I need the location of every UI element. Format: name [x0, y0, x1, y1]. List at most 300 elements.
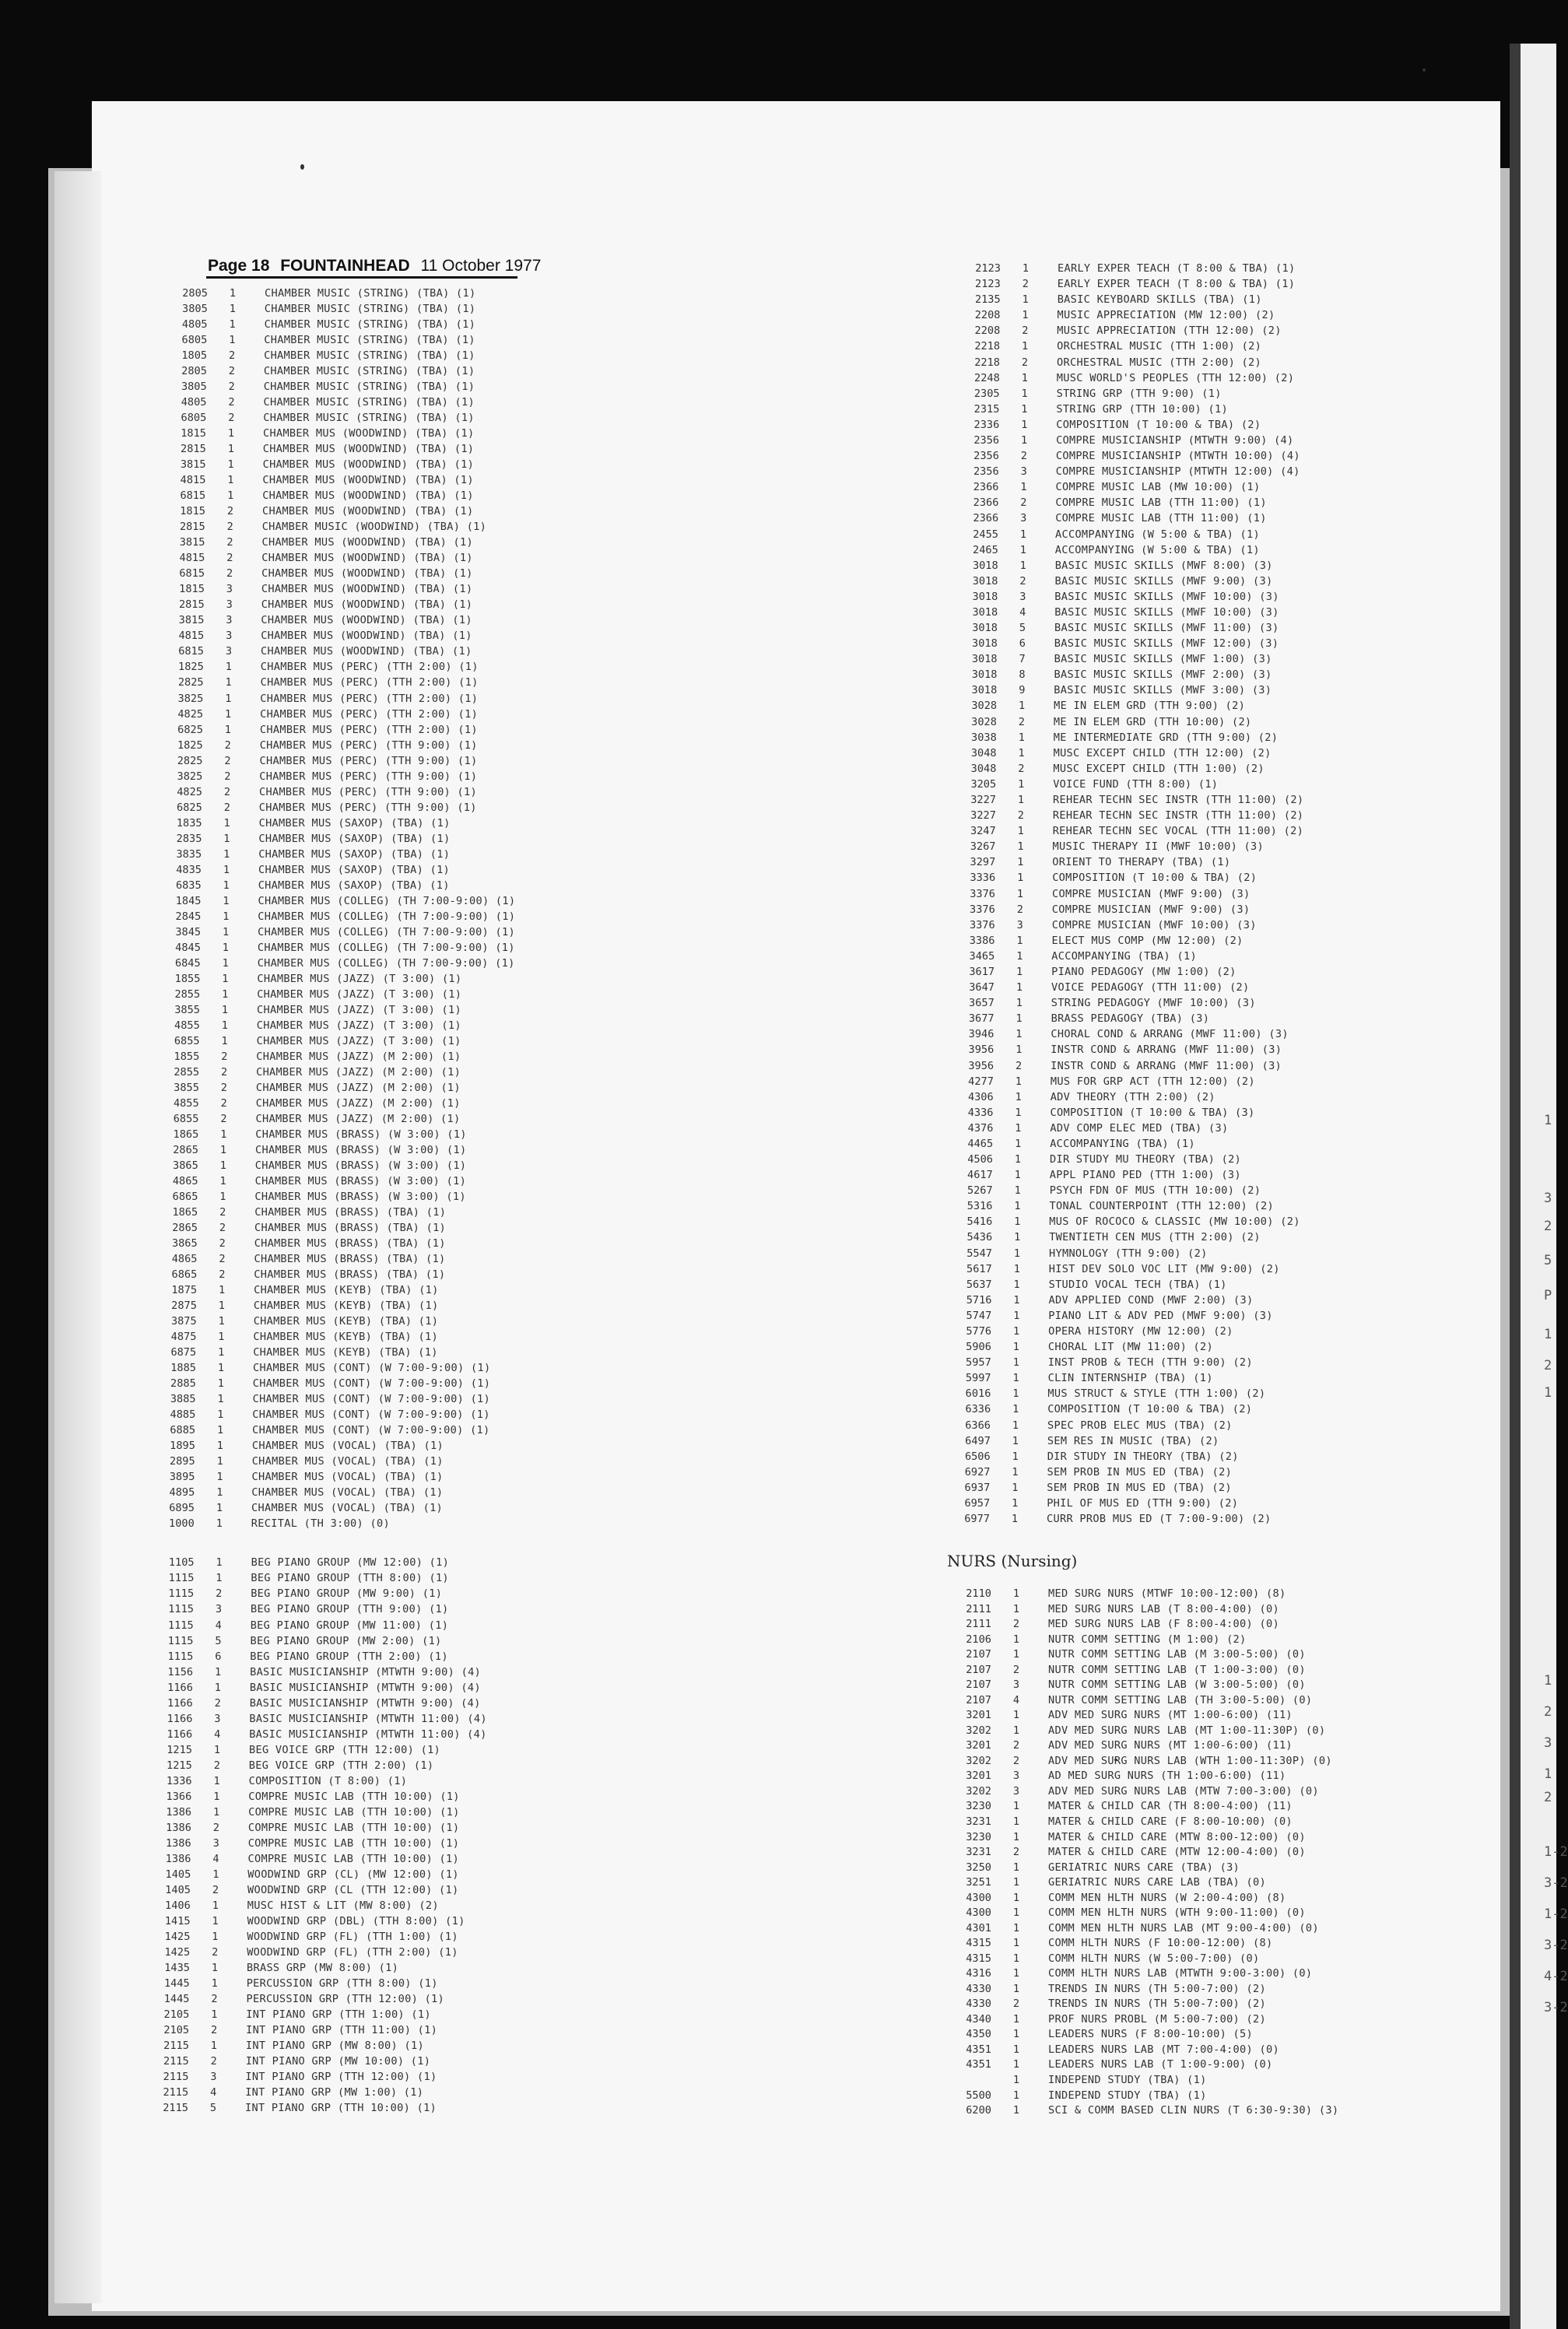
course-number: 3835 — [176, 847, 202, 861]
course-description: MUSC WORLD'S PEOPLES (TTH 12:00) (2) — [1056, 371, 1295, 384]
section-number: 1 — [1012, 1587, 1020, 1600]
course-number: 6845 — [174, 956, 201, 970]
course-description: REHEAR TECHN SEC VOCAL (TTH 11:00) (2) — [1052, 825, 1304, 838]
course-description: CHAMBER MUS (PERC) (TTH 2:00) (1) — [260, 692, 479, 705]
course-description: BEG PIANO GROUP (MW 2:00) (1) — [250, 1634, 442, 1647]
course-description: CHAMBER MUS (KEYB) (TBA) (1) — [254, 1284, 439, 1297]
course-description: CHAMBER MUS (CONT) (W 7:00-9:00) (1) — [252, 1408, 490, 1422]
course-description: CHAMBER MUSIC (STRING) (TBA) (1) — [263, 381, 475, 394]
course-number: 6825 — [177, 723, 203, 736]
course-description: MUSC EXCEPT CHILD (TTH 1:00) (2) — [1053, 762, 1265, 775]
course-number: 4340 — [966, 2012, 991, 2026]
section-number: 1 — [216, 1517, 223, 1531]
course-number: 3956 — [968, 1059, 994, 1072]
course-description: WOODWIND GRP (FL) (TTH 2:00) (1) — [247, 1945, 458, 1959]
section-number: 1 — [212, 1868, 219, 1881]
section-number: 1 — [216, 1572, 223, 1585]
adjacent-page-fragment: 3-2 — [1544, 1875, 1568, 1891]
section-number: 1 — [1017, 856, 1024, 869]
section-number: 2 — [228, 381, 235, 394]
course-number: 2115 — [163, 2102, 188, 2114]
course-description: CHAMBER MUS (WOODWIND) (TBA) (1) — [261, 536, 473, 549]
section-number: 1 — [1013, 1247, 1021, 1260]
section-number: 1 — [219, 1191, 226, 1203]
section-number: 1 — [1012, 1450, 1019, 1463]
course-description: APPL PIANO PED (TTH 1:00) (3) — [1049, 1169, 1241, 1182]
section-number: 1 — [223, 879, 230, 892]
course-number: 3805 — [181, 381, 207, 394]
section-number: 1 — [1012, 1372, 1019, 1385]
course-description: INT PIANO GRP (TTH 12:00) (1) — [245, 2071, 437, 2083]
course-number: 1425 — [164, 1945, 191, 1959]
course-number: 4316 — [966, 1967, 991, 1980]
section-number: 1 — [1012, 1481, 1019, 1494]
section-number: 2 — [228, 365, 235, 378]
course-description: MATER & CHILD CARE (MTW 8:00-12:00) (0) — [1048, 1830, 1306, 1843]
section-number: 3 — [210, 2071, 217, 2083]
course-number: 2366 — [973, 496, 999, 510]
section-number: 1 — [1012, 1800, 1020, 1813]
course-number: 3805 — [182, 303, 208, 315]
course-number: 1166 — [167, 1681, 193, 1694]
course-number: 6927 — [964, 1465, 991, 1478]
course-description: REHEAR TECHN SEC INSTR (TTH 11:00) (2) — [1052, 809, 1304, 823]
course-description: CHAMBER MUS (BRASS) (W 3:00) (1) — [254, 1159, 467, 1172]
section-number: 1 — [216, 1455, 223, 1468]
course-description: HIST DEV SOLO VOC LIT (MW 9:00) (2) — [1048, 1262, 1280, 1275]
section-number: 1 — [1022, 293, 1029, 307]
course-description: CHAMBER MUS (CONT) (W 7:00-9:00) (1) — [252, 1424, 490, 1437]
course-number: 3018 — [972, 622, 998, 634]
adjacent-page-fragment: 1 — [1544, 1673, 1552, 1689]
course-number: 1445 — [163, 1992, 190, 2005]
section-number: 3 — [1016, 918, 1023, 931]
section-number: 1 — [211, 1976, 218, 1990]
course-number: 6885 — [170, 1424, 196, 1437]
course-number: 2115 — [163, 2071, 189, 2083]
course-number: 3267 — [970, 840, 996, 854]
section-number: 1 — [223, 832, 230, 845]
course-description: COMPRE MUSICIANSHIP (MTWTH 12:00) (4) — [1055, 465, 1300, 479]
course-number: 4350 — [966, 2028, 991, 2041]
section-number: 1 — [223, 847, 230, 861]
course-description: ADV MED SURG NURS LAB (WTH 1:00-11:30P) (0) — [1048, 1754, 1332, 1767]
course-number: 1115 — [167, 1650, 194, 1663]
course-number: 1855 — [174, 972, 201, 985]
course-description: CHAMBER MUS (SAXOP) (TBA) (1) — [258, 863, 451, 876]
section-number: 1 — [1017, 825, 1024, 838]
section-number: 2 — [219, 1206, 226, 1219]
section-number: 1 — [1012, 2028, 1020, 2041]
section-number: 1 — [215, 1665, 222, 1678]
course-number: 4895 — [169, 1486, 195, 1499]
section-number: 2 — [221, 1065, 228, 1079]
section-number: 2 — [1012, 1739, 1020, 1752]
adjacent-page-fragment: 1 — [1544, 1327, 1552, 1342]
issue-date: 11 October 1977 — [420, 257, 542, 275]
course-description: ADV APPLIED COND (MWF 2:00) (3) — [1048, 1293, 1254, 1307]
course-description: SPEC PROB ELEC MUS (TBA) (2) — [1047, 1419, 1233, 1432]
course-description: CHAMBER MUS (BRASS) (TBA) (1) — [254, 1222, 447, 1234]
course-description: INT PIANO GRP (TTH 10:00) (1) — [245, 2102, 437, 2114]
course-number: 3048 — [970, 762, 997, 775]
course-number: 2107 — [966, 1693, 991, 1706]
course-number: 4617 — [967, 1169, 993, 1182]
adjacent-page-fragment: 2 — [1544, 1790, 1552, 1805]
page-edge — [54, 171, 101, 2303]
section-number: 1 — [1012, 1830, 1020, 1843]
section-number: 1 — [1014, 1215, 1021, 1229]
section-number: 4 — [1019, 605, 1026, 619]
section-number: 1 — [224, 723, 231, 736]
course-description: CHAMBER MUS (WOODWIND) (TBA) (1) — [261, 645, 472, 658]
section-number: 1 — [1012, 1648, 1020, 1661]
section-number: 3 — [1020, 465, 1027, 479]
section-number: 1 — [1012, 1709, 1020, 1722]
course-description: PERCUSSION GRP (TTH 8:00) (1) — [246, 1976, 438, 1990]
course-number: 3231 — [966, 1815, 991, 1828]
course-description: CHAMBER MUSIC (STRING) (TBA) (1) — [264, 349, 475, 363]
section-number: 2 — [1012, 1618, 1020, 1631]
course-number: 5316 — [966, 1200, 993, 1213]
course-number: 4815 — [179, 552, 205, 565]
course-description: CHAMBER MUS (BRASS) (W 3:00) (1) — [254, 1175, 467, 1187]
course-description: CHAMBER MUS (WOODWIND) (TBA) (1) — [261, 630, 472, 643]
course-number: 6825 — [177, 801, 202, 814]
course-description: BASIC MUSICIANSHIP (MTWTH 11:00) (4) — [249, 1727, 487, 1741]
section-number: 1 — [1012, 1861, 1020, 1874]
course-number: 1845 — [175, 894, 202, 907]
course-number: 5416 — [966, 1215, 993, 1229]
course-number: 2455 — [973, 528, 998, 541]
course-description: ACCOMPANYING (TBA) (1) — [1051, 949, 1197, 963]
course-number: 4315 — [966, 1937, 991, 1950]
course-number: 3048 — [970, 746, 997, 759]
course-description: PHIL OF MUS ED (TTH 9:00) (2) — [1047, 1496, 1239, 1510]
section-number: 1 — [229, 287, 237, 300]
course-description: CHAMBER MUSIC (STRING) (TBA) (1) — [264, 303, 476, 315]
section-number: 1 — [1012, 1341, 1019, 1353]
course-description: CHAMBER MUS (BRASS) (TBA) (1) — [254, 1237, 446, 1250]
course-number: 4277 — [968, 1075, 994, 1088]
course-description: LEADERS NURS LAB (T 1:00-9:00) (0) — [1048, 2058, 1273, 2071]
section-number: 1 — [1012, 1906, 1020, 1920]
course-number: 1105 — [168, 1556, 195, 1570]
course-description: INSTR COND & ARRANG (MWF 11:00) (3) — [1051, 1059, 1282, 1072]
course-description: VOICE PEDAGOGY (TTH 11:00) (2) — [1051, 981, 1250, 994]
course-description: COMM HLTH NURS (W 5:00-7:00) (0) — [1048, 1952, 1260, 1965]
section-number: 1 — [227, 427, 235, 440]
course-description: ADV MED SURG NURS (MT 1:00-6:00) (11) — [1048, 1709, 1293, 1722]
section-number: 3 — [1012, 1770, 1020, 1783]
section-number: 2 — [224, 738, 231, 752]
section-number: 3 — [1012, 1784, 1020, 1798]
section-number: 1 — [227, 489, 234, 503]
course-number: 3815 — [178, 614, 205, 627]
section-number: 3 — [212, 1836, 219, 1850]
course-number: 6200 — [966, 2104, 991, 2117]
section-number: 1 — [223, 863, 230, 876]
course-number: 2218 — [974, 356, 1000, 369]
course-number: 5617 — [966, 1262, 992, 1275]
course-number: 3247 — [970, 825, 996, 838]
course-description: MUSIC THERAPY II (MWF 10:00) (3) — [1052, 840, 1264, 854]
section-number: 1 — [1012, 2089, 1020, 2102]
course-number: 3815 — [179, 536, 205, 549]
course-description: BASIC MUSIC SKILLS (MWF 10:00) (3) — [1054, 590, 1279, 603]
course-number: 2208 — [974, 324, 1001, 338]
course-description: NUTR COMM SETTING LAB (M 3:00-5:00) (0) — [1048, 1648, 1306, 1661]
course-description: INT PIANO GRP (MW 10:00) (1) — [245, 2054, 431, 2068]
section-number: 1 — [1012, 1434, 1019, 1447]
section-number: 1 — [1012, 1937, 1020, 1950]
course-description: MUS FOR GRP ACT (TTH 12:00) (2) — [1050, 1075, 1255, 1088]
course-number: 6865 — [172, 1191, 198, 1203]
section-number: 6 — [1019, 637, 1026, 651]
course-number: 1166 — [167, 1712, 193, 1725]
course-number: 2865 — [172, 1222, 198, 1234]
course-number: 4300 — [966, 1891, 991, 1904]
course-description: COMPRE MUSICIANSHIP (MTWTH 9:00) (4) — [1056, 434, 1294, 447]
course-description: CHAMBER MUS (COLLEG) (TH 7:00-9:00) (1) — [258, 925, 515, 938]
course-description: CHAMBER MUSIC (STRING) (TBA) (1) — [264, 318, 476, 331]
section-number: 1 — [1012, 2073, 1020, 2086]
course-description: OPERA HISTORY (MW 12:00) (2) — [1048, 1324, 1233, 1338]
adjacent-page-fragment: 1-2 — [1544, 1906, 1568, 1922]
course-number: 3018 — [971, 653, 998, 666]
section-number: 2 — [223, 785, 231, 798]
section-number: 2 — [229, 349, 236, 363]
course-number: 4805 — [181, 396, 207, 409]
nursing-department-heading: NURS (Nursing) — [947, 1552, 1078, 1570]
course-description: TRENDS IN NURS (TH 5:00-7:00) (2) — [1048, 1998, 1266, 2011]
course-description: CHAMBER MUS (JAZZ) (M 2:00) (1) — [255, 1096, 461, 1110]
section-number: 1 — [1016, 1028, 1023, 1041]
course-description: MUSIC APPRECIATION (TTH 12:00) (2) — [1057, 324, 1282, 338]
section-number: 2 — [211, 2023, 218, 2036]
course-description: BASIC MUSIC SKILLS (MWF 11:00) (3) — [1054, 622, 1279, 634]
course-description: CHAMBER MUS (JAZZ) (M 2:00) (1) — [256, 1050, 461, 1063]
course-description: BASIC MUSIC SKILLS (MWF 8:00) (3) — [1054, 559, 1273, 572]
adjacent-page-fragment: P — [1544, 1288, 1552, 1303]
section-number: 2 — [226, 536, 233, 549]
course-number: 6815 — [180, 489, 206, 503]
course-description: CHAMBER MUSIC (STRING) (TBA) (1) — [263, 396, 475, 409]
course-number: 2855 — [174, 1065, 200, 1079]
section-number: 1 — [1015, 1121, 1022, 1135]
course-description: BASIC MUSICIANSHIP (MTWTH 11:00) (4) — [249, 1712, 487, 1725]
course-description: CHAMBER MUS (KEYB) (TBA) (1) — [253, 1300, 439, 1313]
course-number: 3201 — [966, 1739, 991, 1752]
section-number: 1 — [222, 956, 229, 970]
section-number: 1 — [1019, 700, 1026, 713]
course-number: 3855 — [174, 1081, 199, 1094]
course-description: BASIC MUSICIANSHIP (MTWTH 9:00) (4) — [250, 1665, 482, 1678]
course-description: MATER & CHILD CAR (TH 8:00-4:00) (11) — [1048, 1800, 1293, 1813]
section-number: 2 — [1017, 809, 1024, 823]
course-description: CHAMBER MUS (PERC) (TTH 2:00) (1) — [260, 676, 479, 689]
course-number: 1166 — [167, 1727, 193, 1741]
course-description: CHAMBER MUS (PERC) (TTH 9:00) (1) — [259, 754, 478, 767]
section-number: 2 — [214, 1696, 221, 1710]
section-number: 1 — [218, 1300, 225, 1313]
section-number: 1 — [1011, 1513, 1019, 1525]
course-description: CHAMBER MUS (BRASS) (W 3:00) (1) — [254, 1191, 466, 1203]
course-number: 1215 — [167, 1759, 192, 1772]
section-number: 1 — [1015, 1106, 1022, 1119]
course-description: CHAMBER MUS (WOODWIND) (TBA) (1) — [262, 458, 475, 472]
course-number: 2106 — [966, 1633, 991, 1646]
adjacent-page-fragment: 3-2 — [1544, 1938, 1568, 1953]
course-number: 3956 — [968, 1043, 994, 1057]
course-description: BASIC MUSIC SKILLS (MWF 12:00) (3) — [1054, 637, 1279, 651]
course-description: CHAMBER MUS (JAZZ) (M 2:00) (1) — [255, 1081, 461, 1094]
course-description: CHAMBER MUSIC (WOODWIND) (TBA) (1) — [261, 521, 487, 534]
course-number: 6977 — [964, 1513, 990, 1525]
course-number: 3845 — [175, 925, 202, 938]
course-number: 3028 — [971, 715, 997, 728]
course-description: PROF NURS PROBL (M 5:00-7:00) (2) — [1048, 2012, 1266, 2026]
course-number: 3202 — [966, 1754, 991, 1767]
section-number: 1 — [225, 707, 232, 721]
section-number: 1 — [213, 1790, 220, 1803]
course-number: 1895 — [170, 1440, 195, 1453]
header-rule — [206, 276, 517, 279]
course-description: CHAMBER MUS (WOODWIND) (TBA) (1) — [262, 505, 474, 518]
adjacent-page-fragment: 5 — [1544, 1253, 1552, 1268]
section-number: 1 — [1018, 731, 1025, 744]
course-description: CHAMBER MUS (PERC) (TTH 9:00) (1) — [259, 770, 478, 783]
section-number: 1 — [219, 1175, 226, 1187]
section-number: 2 — [223, 801, 230, 814]
course-description: CHAMBER MUSIC (STRING) (TBA) (1) — [264, 334, 475, 347]
section-number: 1 — [213, 1743, 221, 1756]
course-number: 3018 — [972, 605, 998, 619]
course-number: 1825 — [178, 661, 204, 674]
course-number: 3230 — [966, 1800, 991, 1813]
section-number: 1 — [213, 1805, 220, 1819]
section-number: 1 — [1016, 965, 1023, 978]
course-description: BEG PIANO GROUP (TTH 8:00) (1) — [251, 1572, 449, 1585]
section-number: 4 — [212, 1852, 219, 1865]
course-number: 3885 — [170, 1393, 196, 1406]
course-description: CHAMBER MUS (PERC) (TTH 2:00) (1) — [259, 723, 478, 736]
section-number: 3 — [215, 1603, 223, 1616]
course-description: TRENDS IN NURS (TH 5:00-7:00) (2) — [1048, 1982, 1266, 1995]
course-description: INST PROB & TECH (TTH 9:00) (2) — [1047, 1356, 1253, 1370]
course-description: RECITAL (TH 3:00) (0) — [251, 1517, 390, 1531]
course-description: NUTR COMM SETTING LAB (T 1:00-3:00) (0) — [1048, 1663, 1306, 1676]
section-number: 1 — [1018, 746, 1025, 759]
section-number: 1 — [1020, 481, 1027, 494]
course-number: 2105 — [163, 2008, 190, 2021]
section-number: 1 — [1012, 1952, 1020, 1965]
course-number: 2885 — [170, 1377, 196, 1391]
section-number: 1 — [1017, 872, 1024, 885]
section-number: 1 — [217, 1362, 225, 1375]
course-number: 4875 — [170, 1331, 197, 1344]
course-number: 6366 — [965, 1419, 991, 1432]
course-number: 4855 — [173, 1096, 199, 1110]
course-number: 1115 — [167, 1619, 194, 1632]
section-number: 1 — [1021, 402, 1028, 416]
course-number: 3825 — [177, 770, 203, 783]
course-description: ME IN ELEM GRD (TTH 10:00) (2) — [1053, 715, 1252, 728]
course-number: 2366 — [973, 481, 999, 494]
course-description: ADV THEORY (TTH 2:00) (2) — [1050, 1090, 1215, 1103]
section-number: 5 — [1019, 622, 1026, 634]
course-number: 2305 — [973, 387, 1000, 400]
course-description: CHAMBER MUS (JAZZ) (T 3:00) (1) — [256, 1034, 461, 1047]
course-description: CHAMBER MUS (JAZZ) (T 3:00) (1) — [257, 972, 462, 985]
course-number: 3250 — [966, 1861, 991, 1874]
section-number: 1 — [1013, 1293, 1020, 1307]
course-number: 2107 — [966, 1678, 991, 1692]
course-description: BEG PIANO GROUP (MW 12:00) (1) — [251, 1556, 450, 1570]
course-description: CHAMBER MUS (PERC) (TTH 2:00) (1) — [260, 707, 479, 721]
course-description: CLIN INTERNSHIP (TBA) (1) — [1047, 1372, 1213, 1385]
course-description: LEADERS NURS LAB (MT 7:00-4:00) (0) — [1048, 2043, 1279, 2056]
course-number: 6805 — [181, 412, 207, 425]
course-number: 2805 — [181, 365, 207, 378]
course-description: EARLY EXPER TEACH (T 8:00 & TBA) (1) — [1058, 262, 1296, 275]
course-description: MUS STRUCT & STYLE (TTH 1:00) (2) — [1047, 1387, 1266, 1401]
course-number: 5997 — [965, 1372, 991, 1385]
section-number: 1 — [1017, 840, 1024, 854]
section-number: 4 — [1012, 1693, 1020, 1706]
course-description: STUDIO VOCAL TECH (TBA) (1) — [1048, 1278, 1227, 1291]
course-description: MUSIC APPRECIATION (MW 12:00) (2) — [1057, 309, 1275, 322]
course-number: 2356 — [973, 434, 1000, 447]
course-number: 3617 — [969, 965, 995, 978]
course-description: CHAMBER MUS (COLLEG) (TH 7:00-9:00) (1) — [258, 910, 516, 923]
course-description: COMPOSITION (T 10:00 & TBA) (2) — [1047, 1403, 1253, 1416]
section-number: 1 — [229, 303, 236, 315]
course-number: 3230 — [966, 1830, 991, 1843]
course-description: CHORAL LIT (MW 11:00) (2) — [1047, 1341, 1213, 1353]
section-number: 1 — [216, 1471, 223, 1484]
course-description: CHAMBER MUS (JAZZ) (T 3:00) (1) — [256, 1019, 461, 1032]
course-number: 4465 — [967, 1137, 994, 1150]
course-number: 4865 — [171, 1253, 198, 1266]
course-number: 1115 — [167, 1634, 194, 1647]
course-number: 6805 — [181, 334, 208, 347]
course-number: 2845 — [175, 910, 202, 923]
course-number: 3227 — [970, 809, 996, 823]
course-description: MUS OF ROCOCO & CLASSIC (MW 10:00) (2) — [1049, 1215, 1300, 1229]
course-number: 3865 — [171, 1237, 198, 1250]
section-number: 1 — [1021, 387, 1028, 400]
section-number: 2 — [226, 567, 233, 580]
course-number: 2115 — [163, 2054, 189, 2068]
section-number: 1 — [227, 474, 234, 487]
section-number: 4 — [215, 1619, 222, 1632]
adjacent-page-fragment: 2 — [1544, 1358, 1552, 1373]
section-number: 2 — [1016, 903, 1023, 916]
section-number: 1 — [1014, 1153, 1022, 1166]
section-number: 2 — [219, 1268, 226, 1282]
course-number: 6855 — [173, 1112, 199, 1125]
section-number: 1 — [211, 1961, 219, 1974]
course-number: 4300 — [966, 1906, 991, 1920]
course-description: INT PIANO GRP (MW 8:00) (1) — [245, 2039, 424, 2052]
course-number: 3018 — [971, 684, 998, 697]
course-description: BEG VOICE GRP (TTH 2:00) (1) — [248, 1759, 434, 1772]
course-number: 2356 — [973, 450, 999, 462]
section-number: 1 — [212, 1930, 219, 1943]
course-description: COMM MEN HLTH NURS (WTH 9:00-11:00) (0) — [1048, 1906, 1306, 1920]
course-description: CHAMBER MUS (SAXOP) (TBA) (1) — [258, 847, 451, 861]
